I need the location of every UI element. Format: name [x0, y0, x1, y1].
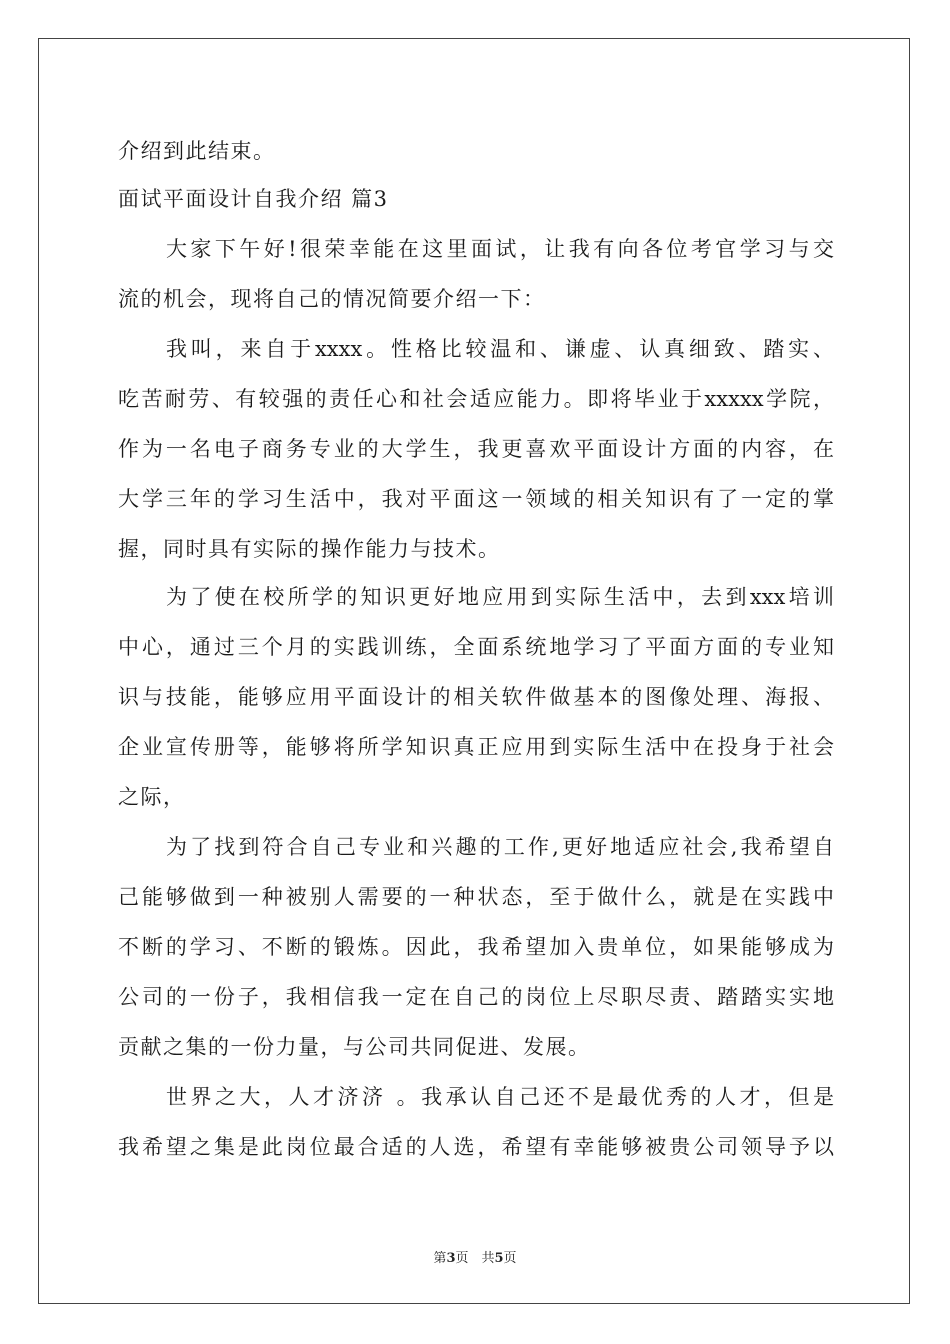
text-line: 识与技能，能够应用平面设计的相关软件做基本的图像处理、海报、: [118, 685, 834, 709]
text-line: 流的机会，现将自己的情况简要介绍一下：: [118, 287, 546, 311]
text-line: 中心，通过三个月的实践训练，全面系统地学习了平面方面的专业知: [118, 635, 834, 659]
text-line: 握，同时具有实际的操作能力与技术。: [118, 537, 501, 561]
text-line: 我叫，来自于xxxx。性格比较温和、谦虚、认真细致、踏实、: [166, 337, 834, 361]
text-line: 世界之大，人才济济 。我承认自己还不是最优秀的人才，但是: [166, 1085, 834, 1109]
text-line: 之际，: [118, 785, 186, 809]
text-line: 为了找到符合自己专业和兴趣的工作,更好地适应社会,我希望自: [166, 835, 834, 859]
page-label-mid: 页 共: [455, 1251, 495, 1266]
total-page-number: 5: [494, 1251, 504, 1266]
text-line: 公司的一份子，我相信我一定在自己的岗位上尽职尽责、踏踏实实地: [118, 985, 834, 1009]
text-line: 企业宣传册等，能够将所学知识真正应用到实际生活中在投身于社会: [118, 735, 834, 759]
text-line: 大家下午好!很荣幸能在这里面试，让我有向各位考官学习与交: [166, 237, 834, 261]
text-line: 作为一名电子商务专业的大学生，我更喜欢平面设计方面的内容，在: [118, 437, 834, 461]
page-label-suffix: 页: [503, 1251, 517, 1266]
text-line: 吃苦耐劳、有较强的责任心和社会适应能力。即将毕业于xxxxx学院，: [118, 387, 834, 411]
section-heading: 面试平面设计自我介绍 篇3: [118, 187, 389, 211]
current-page-number: 3: [446, 1251, 456, 1266]
text-line: 贡献之集的一份力量，与公司共同促进、发展。: [118, 1035, 591, 1059]
text-line: 己能够做到一种被别人需要的一种状态，至于做什么，就是在实践中: [118, 885, 834, 909]
page-border: [38, 38, 910, 1304]
text-line: 我希望之集是此岗位最合适的人选，希望有幸能够被贵公司领导予以: [118, 1135, 834, 1159]
text-line: 大学三年的学习生活中，我对平面这一领域的相关知识有了一定的掌: [118, 487, 834, 511]
text-line: 不断的学习、不断的锻炼。因此，我希望加入贵单位，如果能够成为: [118, 935, 834, 959]
page-label-prefix: 第: [433, 1251, 447, 1266]
text-line: 介绍到此结束。: [118, 139, 276, 163]
page-footer: [0, 1247, 950, 1266]
text-line: 为了使在校所学的知识更好地应用到实际生活中，去到xxx培训: [166, 585, 834, 609]
